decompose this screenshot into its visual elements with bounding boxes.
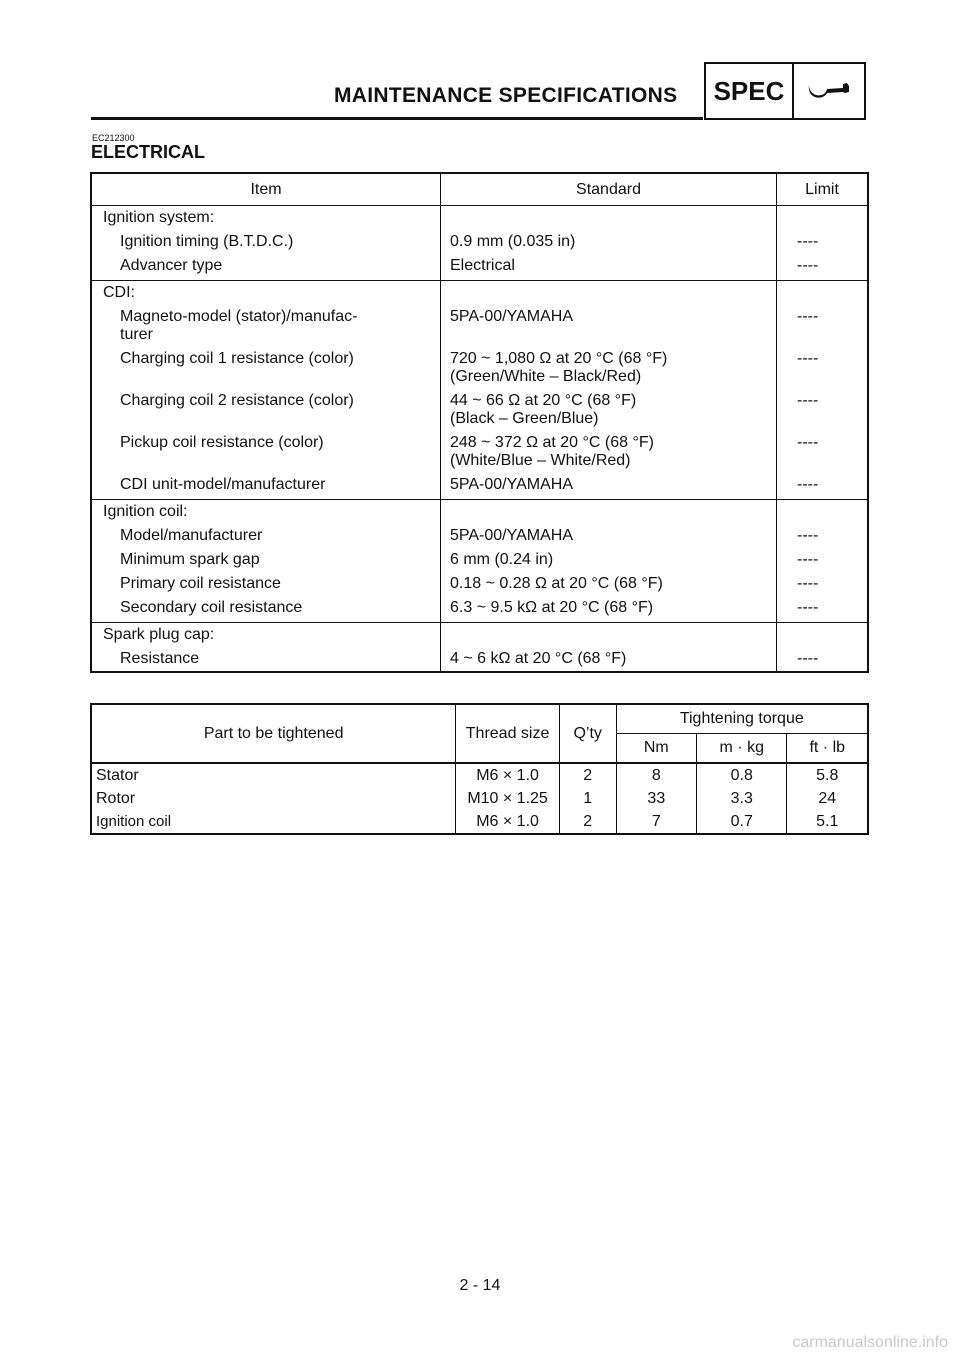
- spec-badge: [704, 62, 866, 120]
- table-header-row: [91, 704, 868, 734]
- section-title: ELECTRICAL: [91, 142, 205, 162]
- item-line: turer: [120, 326, 153, 343]
- ft-lb-cell: 5.8: [787, 763, 868, 787]
- thread-size-cell: M6 × 1.0: [456, 763, 560, 787]
- standard-cell: [441, 389, 777, 431]
- standard-line: (White/Blue – White/Red): [450, 452, 631, 469]
- standard-cell: 6 mm (0.24 in): [441, 548, 777, 572]
- table-row: [91, 347, 868, 389]
- column-header-thread-size: Thread size: [456, 704, 560, 763]
- table-row: [91, 431, 868, 473]
- thread-size-cell: M6 × 1.0: [456, 810, 560, 834]
- group-row: [91, 500, 868, 525]
- nm-cell: 33: [616, 787, 697, 810]
- tightening-torque-table: [90, 703, 869, 835]
- table-row: [91, 647, 868, 672]
- limit-cell: ----: [797, 233, 819, 250]
- item-cell: Charging coil 2 resistance (color): [91, 389, 441, 431]
- limit-cell: ----: [797, 434, 819, 451]
- item-line: Magneto-model (stator)/manufac-: [120, 308, 358, 325]
- item-cell: Ignition timing (B.T.D.C.): [91, 230, 441, 254]
- group-label: Ignition coil:: [91, 500, 441, 525]
- table-header-row: [91, 173, 868, 206]
- table-row: [91, 230, 868, 254]
- table-row: [91, 596, 868, 623]
- qty-cell: 2: [559, 763, 616, 787]
- table-row: [91, 548, 868, 572]
- item-cell: [91, 305, 441, 347]
- qty-cell: 2: [559, 810, 616, 834]
- page-header-title: MAINTENANCE SPECIFICATIONS: [334, 84, 678, 107]
- column-header-standard: Standard: [441, 173, 777, 206]
- standard-cell: 6.3 ~ 9.5 kΩ at 20 °C (68 °F): [441, 596, 777, 623]
- item-cell: Charging coil 1 resistance (color): [91, 347, 441, 389]
- limit-cell: ----: [797, 392, 819, 409]
- table-row: [91, 473, 868, 500]
- part-cell: Stator: [91, 763, 456, 787]
- standard-cell: [441, 431, 777, 473]
- group-label: Spark plug cap:: [91, 623, 441, 648]
- limit-cell: ----: [797, 650, 819, 667]
- table-row: [91, 787, 868, 810]
- limit-cell: ----: [797, 575, 819, 592]
- spec-label: SPEC: [706, 64, 794, 118]
- standard-line: 44 ~ 66 Ω at 20 °C (68 °F): [450, 392, 637, 409]
- column-header-limit: Limit: [777, 173, 869, 206]
- standard-cell: 5PA-00/YAMAHA: [441, 305, 777, 347]
- standard-cell: 0.9 mm (0.035 in): [441, 230, 777, 254]
- column-header-ft-lb: ft · lb: [787, 734, 868, 764]
- limit-cell: ----: [777, 254, 869, 281]
- table-row: [91, 254, 868, 281]
- watermark: carmanualsonline.info: [792, 1334, 948, 1351]
- standard-line: (Black – Green/Blue): [450, 410, 599, 427]
- group-label: CDI:: [91, 281, 441, 306]
- column-header-item: Item: [91, 173, 441, 206]
- limit-cell: ----: [777, 596, 869, 623]
- item-cell: Secondary coil resistance: [91, 596, 441, 623]
- table-row: [91, 572, 868, 596]
- ft-lb-cell: 5.1: [787, 810, 868, 834]
- item-cell: Pickup coil resistance (color): [91, 431, 441, 473]
- item-cell: Minimum spark gap: [91, 548, 441, 572]
- group-row: [91, 281, 868, 306]
- ft-lb-cell: 24: [787, 787, 868, 810]
- m-kg-cell: 0.8: [697, 763, 787, 787]
- limit-cell: ----: [797, 527, 819, 544]
- nm-cell: 8: [616, 763, 697, 787]
- thread-size-cell: M10 × 1.25: [456, 787, 560, 810]
- m-kg-cell: 3.3: [697, 787, 787, 810]
- item-cell: Primary coil resistance: [91, 572, 441, 596]
- column-header-part: Part to be tightened: [91, 704, 456, 763]
- table-row: [91, 524, 868, 548]
- standard-cell: 0.18 ~ 0.28 Ω at 20 °C (68 °F): [441, 572, 777, 596]
- column-header-nm: Nm: [616, 734, 697, 764]
- wrench-icon: [794, 64, 864, 118]
- limit-cell: ----: [777, 473, 869, 500]
- group-row: [91, 623, 868, 648]
- electrical-spec-table: [90, 172, 869, 673]
- standard-cell: 5PA-00/YAMAHA: [441, 473, 777, 500]
- column-header-tightening-torque: Tightening torque: [616, 704, 868, 734]
- standard-cell: [441, 347, 777, 389]
- standard-line: (Green/White – Black/Red): [450, 368, 642, 385]
- column-header-qty: Q’ty: [559, 704, 616, 763]
- table-row: [91, 763, 868, 787]
- standard-cell: 4 ~ 6 kΩ at 20 °C (68 °F): [441, 647, 777, 672]
- section-code: EC212300: [92, 133, 135, 143]
- part-cell: Rotor: [96, 790, 136, 807]
- group-label: Ignition system:: [91, 206, 441, 231]
- table-row: [91, 389, 868, 431]
- m-kg-cell: 0.7: [697, 810, 787, 834]
- standard-cell: Electrical: [441, 254, 777, 281]
- limit-cell: ----: [797, 350, 819, 367]
- standard-line: 248 ~ 372 Ω at 20 °C (68 °F): [450, 434, 654, 451]
- item-cell: Resistance: [91, 647, 441, 672]
- item-cell: CDI unit-model/manufacturer: [91, 473, 441, 500]
- limit-cell: ----: [797, 551, 819, 568]
- header-rule: [91, 117, 703, 120]
- part-cell: Ignition coil: [96, 813, 172, 830]
- item-cell: Advancer type: [91, 254, 441, 281]
- table-row: [91, 305, 868, 347]
- standard-line: 720 ~ 1,080 Ω at 20 °C (68 °F): [450, 350, 668, 367]
- standard-cell: 5PA-00/YAMAHA: [441, 524, 777, 548]
- qty-cell: 1: [559, 787, 616, 810]
- limit-cell: ----: [797, 308, 819, 325]
- column-header-m-kg: m · kg: [697, 734, 787, 764]
- nm-cell: 7: [616, 810, 697, 834]
- group-row: [91, 206, 868, 231]
- page-number: 2 - 14: [459, 1277, 501, 1294]
- item-cell: Model/manufacturer: [91, 524, 441, 548]
- table-row: [91, 810, 868, 834]
